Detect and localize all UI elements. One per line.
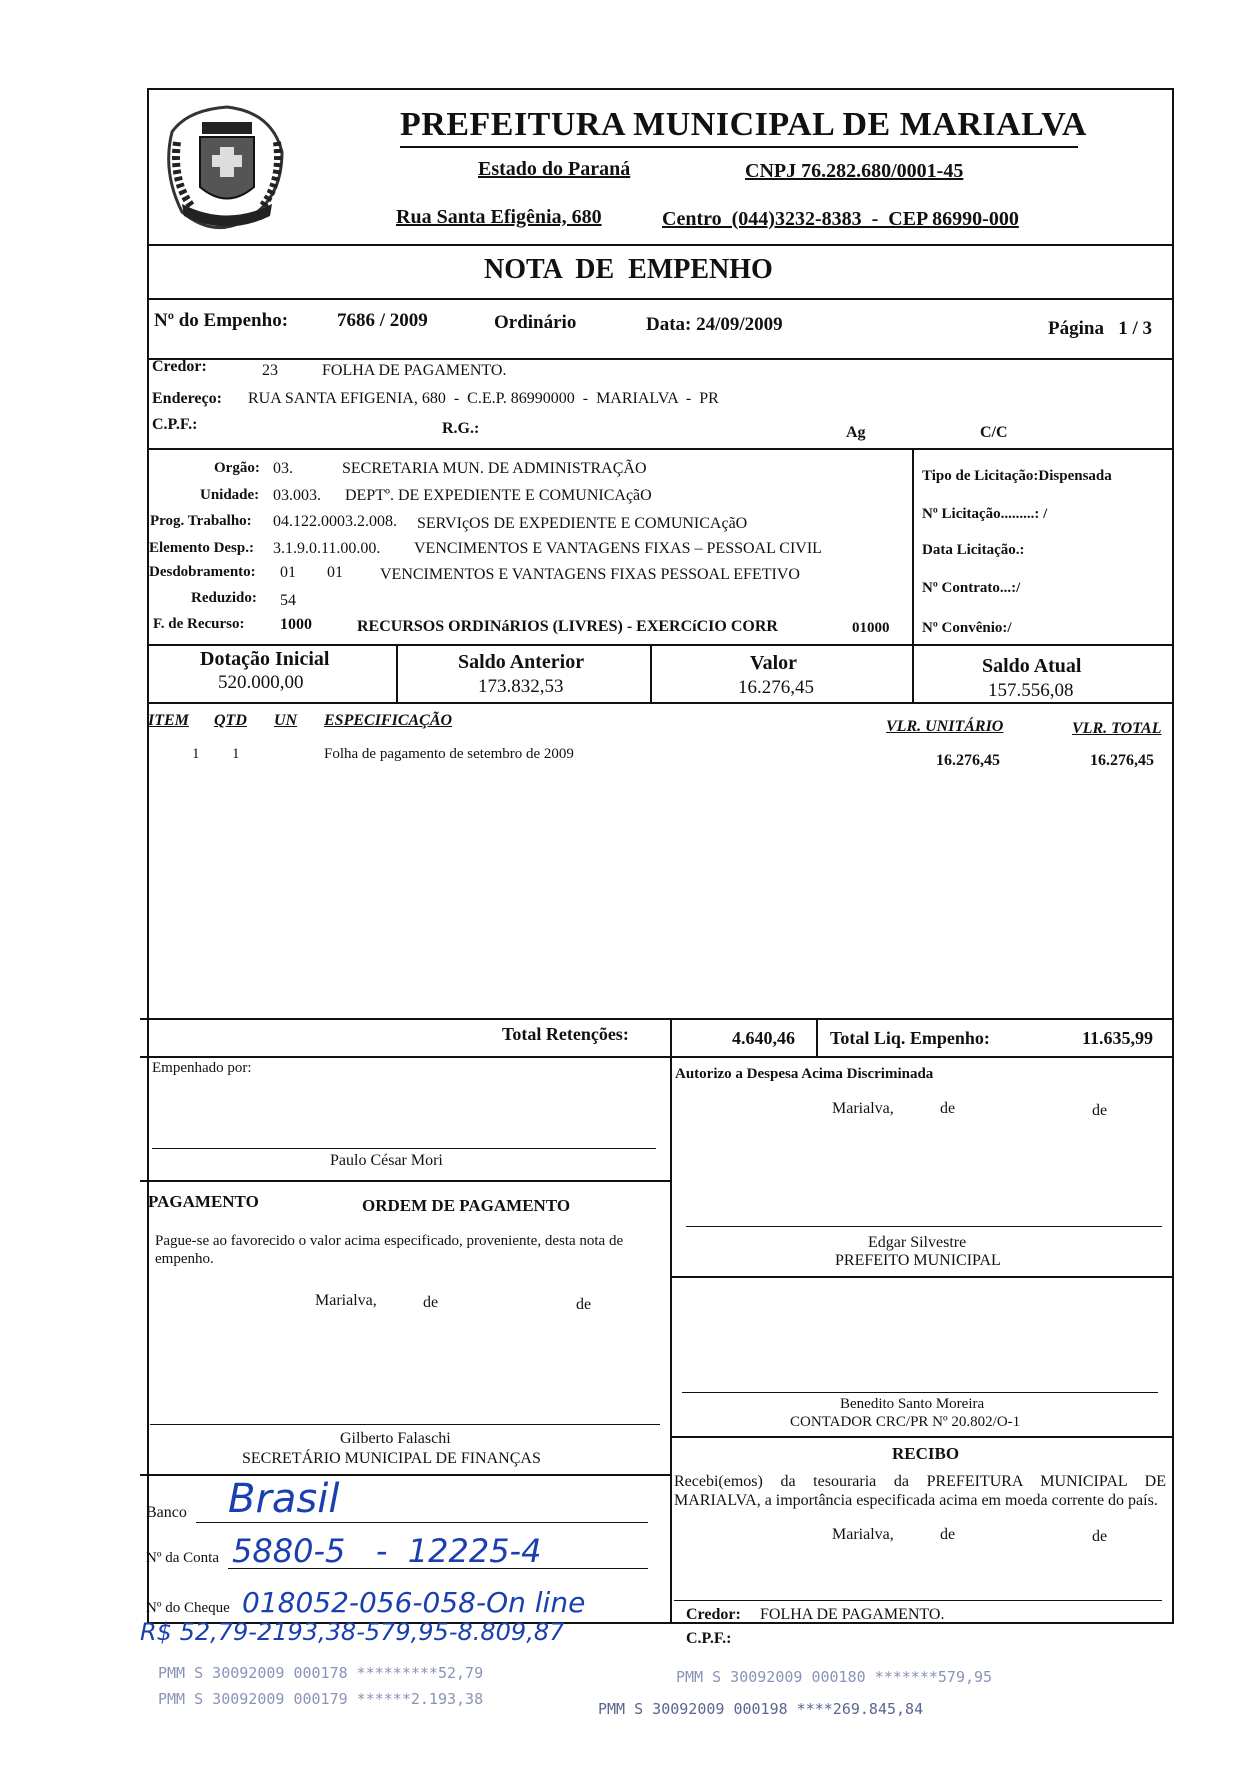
address-label: Endereço: bbox=[152, 390, 222, 407]
banco-label: Banco bbox=[146, 1504, 187, 1521]
empenho-number: 7686 / 2009 bbox=[337, 310, 428, 331]
item-total-value: 16.276,45 bbox=[1090, 752, 1154, 769]
recibo-de-2: de bbox=[1092, 1528, 1108, 1545]
saldo-atual-value: 157.556,08 bbox=[988, 680, 1074, 701]
cnpj-label: CNPJ 76.282.680/0001-45 bbox=[745, 160, 964, 182]
desdobramento-code-1: 01 bbox=[280, 564, 296, 581]
item-description: Folha de pagamento de setembro de 2009 bbox=[324, 746, 574, 762]
cpf-label: C.P.F.: bbox=[152, 416, 198, 433]
recibo-cpf-label: C.P.F.: bbox=[686, 1630, 732, 1647]
address-value: RUA SANTA EFIGENIA, 680 - C.E.P. 86990000 - MARIALVA - PR bbox=[248, 390, 719, 407]
orgao-name: SECRETARIA MUN. DE ADMINISTRAÇÃO bbox=[342, 460, 647, 477]
saldo-anterior-label: Saldo Anterior bbox=[458, 651, 585, 673]
document-title: NOTA DE EMPENHO bbox=[484, 254, 773, 285]
conta-handwritten: 5880-5 - 12225-4 bbox=[232, 1532, 542, 1570]
recurso-label: F. de Recurso: bbox=[153, 616, 245, 632]
elemento-name: VENCIMENTOS E VANTAGENS FIXAS – PESSOAL CIVIL bbox=[414, 540, 822, 557]
cheque-label: Nº do Cheque bbox=[146, 1600, 230, 1616]
contador-role: CONTADOR CRC/PR Nº 20.802/O-1 bbox=[790, 1414, 1021, 1430]
elemento-label: Elemento Desp.: bbox=[149, 540, 254, 556]
pagamento-label: PAGAMENTO bbox=[148, 1192, 259, 1211]
prog-name: SERVIçOS DE EXPEDIENTE E COMUNICAçãO bbox=[417, 515, 748, 532]
total-retencoes-label: Total Retenções: bbox=[502, 1024, 629, 1044]
municipality-title: PREFEITURA MUNICIPAL DE MARIALVA bbox=[400, 106, 1087, 143]
credor-label: Credor: bbox=[152, 358, 207, 375]
numero-contrato: Nº Contrato...:/ bbox=[922, 580, 1021, 596]
empenhado-por-name: Paulo César Mori bbox=[330, 1152, 443, 1169]
recibo-credor-name: FOLHA DE PAGAMENTO. bbox=[760, 1606, 945, 1623]
col-vlr-unitario: VLR. UNITÁRIO bbox=[886, 718, 1004, 735]
reduzido-label: Reduzido: bbox=[191, 590, 257, 606]
ordem-pagamento-label: ORDEM DE PAGAMENTO bbox=[362, 1196, 571, 1215]
banco-handwritten: Brasil bbox=[228, 1476, 340, 1522]
pagamento-de-1: de bbox=[423, 1294, 439, 1311]
recurso-code-2: 01000 bbox=[852, 620, 890, 636]
prefeito-name: Edgar Silvestre bbox=[868, 1234, 967, 1251]
empenho-type: Ordinário bbox=[494, 312, 577, 333]
col-vlr-total: VLR. TOTAL bbox=[1072, 720, 1162, 737]
recibo-credor-label: Credor: bbox=[686, 1606, 741, 1623]
col-especificacao: ESPECIFICAÇÃO bbox=[324, 712, 453, 729]
valor-value: 16.276,45 bbox=[738, 677, 814, 698]
total-retencoes-value: 4.640,46 bbox=[732, 1028, 795, 1048]
prefeito-role: PREFEITO MUNICIPAL bbox=[835, 1252, 1001, 1269]
prog-label: Prog. Trabalho: bbox=[150, 513, 252, 529]
col-qtd: QTD bbox=[214, 712, 247, 729]
numero-convenio: Nº Convênio:/ bbox=[922, 620, 1012, 636]
conta-label: Nº da Conta bbox=[146, 1550, 219, 1566]
prog-code: 04.122.0003.2.008. bbox=[273, 513, 397, 530]
col-un: UN bbox=[274, 712, 298, 729]
empenho-date: Data: 24/09/2009 bbox=[646, 314, 783, 335]
data-licitacao: Data Licitação.: bbox=[922, 542, 1025, 558]
saldo-atual-label: Saldo Atual bbox=[982, 655, 1082, 677]
recibo-title: RECIBO bbox=[892, 1444, 960, 1463]
item-number: 1 bbox=[192, 746, 200, 762]
autorizo-label: Autorizo a Despesa Acima Discriminada bbox=[675, 1066, 934, 1082]
autorizo-de-2: de bbox=[1092, 1102, 1108, 1119]
street-label: Rua Santa Efigênia, 680 bbox=[396, 206, 602, 228]
secretario-role: SECRETÁRIO MUNICIPAL DE FINANÇAS bbox=[242, 1450, 541, 1467]
dotacao-inicial-value: 520.000,00 bbox=[218, 672, 304, 693]
total-liquido-value: 11.635,99 bbox=[1082, 1028, 1154, 1048]
orgao-label: Orgão: bbox=[214, 460, 260, 476]
desdobramento-label: Desdobramento: bbox=[149, 564, 256, 580]
credor-code: 23 bbox=[262, 362, 278, 379]
numero-licitacao: Nº Licitação.........: / bbox=[922, 506, 1048, 522]
desdobramento-name: VENCIMENTOS E VANTAGENS FIXAS PESSOAL EFETIVO bbox=[380, 566, 800, 583]
empenhado-por-label: Empenhado por: bbox=[152, 1060, 252, 1076]
coat-of-arms-logo bbox=[152, 92, 302, 242]
unidade-code: 03.003. bbox=[273, 487, 321, 504]
autorizo-de-1: de bbox=[940, 1100, 956, 1117]
rg-label: R.G.: bbox=[442, 420, 480, 437]
col-item: ITEM bbox=[148, 712, 189, 729]
autorizo-place: Marialva, bbox=[832, 1100, 894, 1117]
item-qty: 1 bbox=[232, 746, 240, 762]
payment-stamp-2: PMM S 30092009 000179 ******2.193,38 bbox=[158, 1690, 484, 1708]
payment-stamp-1: PMM S 30092009 000178 *********52,79 bbox=[158, 1664, 484, 1682]
pagamento-de-2: de bbox=[576, 1296, 592, 1313]
empenho-number-label: Nº do Empenho: bbox=[154, 310, 289, 331]
contador-name: Benedito Santo Moreira bbox=[840, 1396, 985, 1412]
secretario-name: Gilberto Falaschi bbox=[340, 1430, 451, 1447]
district-phone-label: Centro (044)3232-8383 - CEP 86990-000 bbox=[662, 208, 1019, 230]
dotacao-inicial-label: Dotação Inicial bbox=[200, 648, 330, 670]
valor-label: Valor bbox=[750, 652, 798, 674]
payment-stamp-4: PMM S 30092009 000198 ****269.845,84 bbox=[598, 1700, 924, 1718]
page-number: Página 1 / 3 bbox=[1048, 318, 1152, 339]
recurso-name: RECURSOS ORDINáRIOS (LIVRES) - EXERCíCIO CORR bbox=[357, 618, 778, 635]
recurso-code: 1000 bbox=[280, 616, 312, 633]
tipo-licitacao: Tipo de Licitação:Dispensada bbox=[922, 468, 1112, 484]
payment-stamp-3: PMM S 30092009 000180 *******579,95 bbox=[676, 1668, 993, 1686]
cheque-handwritten: 018052-056-058-On line bbox=[242, 1586, 586, 1619]
recibo-text: Recebi(emos) da tesouraria da PREFEITURA MUNICIPAL DE MARIALVA, a importância especificada acima em moeda corrente do país. bbox=[674, 1473, 1166, 1509]
elemento-code: 3.1.9.0.11.00.00. bbox=[273, 540, 381, 557]
extra-handwritten-values: R$ 52,79-2193,38-579,95-8.809,87 bbox=[140, 1618, 565, 1646]
ag-label: Ag bbox=[846, 424, 866, 441]
unidade-name: DEPTº. DE EXPEDIENTE E COMUNICAçãO bbox=[345, 487, 652, 504]
recibo-de-1: de bbox=[940, 1526, 956, 1543]
reduzido-code: 54 bbox=[280, 592, 296, 609]
total-liquido-label: Total Liq. Empenho: bbox=[830, 1028, 990, 1048]
saldo-anterior-value: 173.832,53 bbox=[478, 676, 564, 697]
recibo-place: Marialva, bbox=[832, 1526, 894, 1543]
credor-name: FOLHA DE PAGAMENTO. bbox=[322, 362, 507, 379]
orgao-code: 03. bbox=[273, 460, 293, 477]
desdobramento-code-2: 01 bbox=[327, 564, 343, 581]
pagamento-place: Marialva, bbox=[315, 1292, 377, 1309]
pagamento-text: Pague-se ao favorecido o valor acima especificado, proveniente, desta nota de empenho. bbox=[155, 1233, 624, 1267]
unidade-label: Unidade: bbox=[200, 487, 260, 503]
cc-label: C/C bbox=[980, 424, 1008, 441]
item-unit-value: 16.276,45 bbox=[936, 752, 1000, 769]
state-label: Estado do Paraná bbox=[478, 158, 631, 180]
